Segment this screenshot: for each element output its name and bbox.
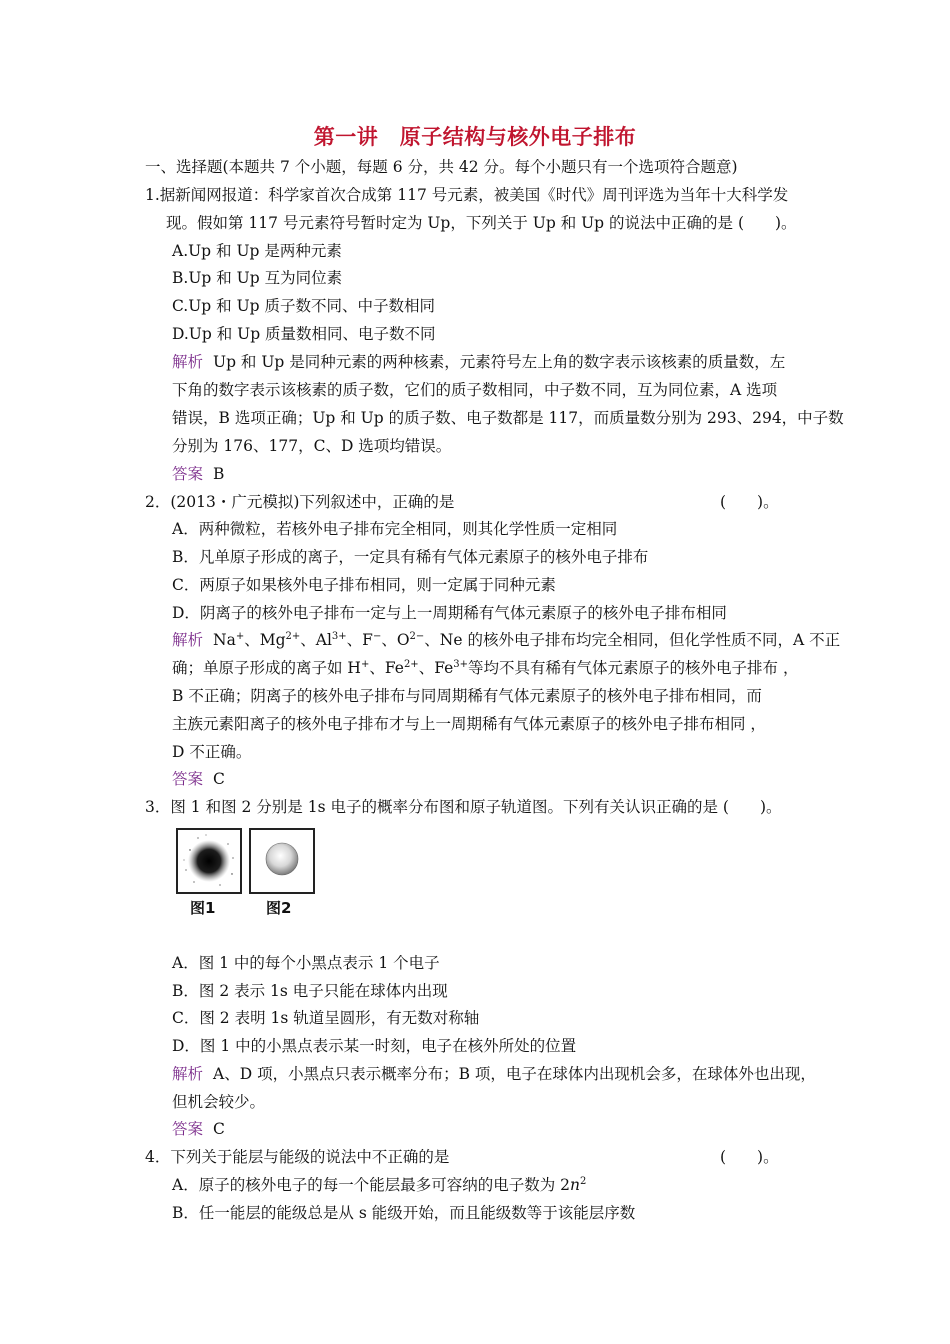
q2-answer-paren: ( )。 <box>720 493 779 511</box>
q1-stem-line2: 现。假如第 117 号元素符号暂时定为 Up，下列关于 Up 和 Up 的说法中正确的是 ( )。 <box>166 214 797 232</box>
q2-analysis-line4: 主族元素阳离子的核外电子排布才与上一周期稀有气体元素原子的核外电子排布相同 ， <box>172 715 766 733</box>
q1-answer-value: B <box>213 465 225 483</box>
q3-answer <box>172 1119 225 1139</box>
analysis-label: 解析 <box>172 353 204 371</box>
q2-analysis-ions: Na+、$Mg^{2+}$、$Al^{3+}$、F−、$O^{2-}$、Ne 的核外电子排布均完全相同，但化学性质不同，A 不正 <box>213 631 841 649</box>
figure-1-caption: 图1 <box>190 899 216 917</box>
q1-analysis-line1 <box>172 352 785 372</box>
q1-analysis-line3: 错误，B 选项正确；Up 和 Up 的质子数、电子数都是 117，而质量数分别为 293、294，中子数 <box>172 409 844 427</box>
q2-option-c: C．两原子如果核外电子排布相同，则一定属于同种元素 <box>172 576 556 594</box>
q2-answer-value: C <box>213 770 225 788</box>
q4-option-a: A．原子的核外电子的每一个能层最多可容纳的电子数为 $2n^2$ <box>172 1176 587 1194</box>
page-title: 第一讲 原子结构与核外电子排布 <box>313 125 637 149</box>
figure-2-orbital-sphere <box>249 828 315 894</box>
q1-analysis-line2: 下角的数字表示该核素的质子数，它们的质子数相同，中子数不同，互为同位素，A 选项 <box>172 381 778 399</box>
q4-answer-paren: ( )。 <box>720 1148 779 1166</box>
q3-stem: 3．图 1 和图 2 分别是 1s 电子的概率分布图和原子轨道图。下列有关认识正确的是 ( )。 <box>145 798 782 816</box>
answer-label: 答案 <box>172 465 204 483</box>
q4-option-b: B．任一能层的能级总是从 s 能级开始，而且能级数等于该能层序数 <box>172 1204 636 1222</box>
q3-option-a: A．图 1 中的每个小黑点表示 1 个电子 <box>172 954 440 972</box>
q3-option-d: D．图 1 中的小黑点表示某一时刻，电子在核外所处的位置 <box>172 1037 577 1055</box>
q2-answer <box>172 769 225 789</box>
q2-analysis-line1 <box>172 630 840 650</box>
q3-analysis-line1 <box>172 1064 816 1084</box>
q2-option-b: B．凡单原子形成的离子，一定具有稀有气体元素原子的核外电子排布 <box>172 548 649 566</box>
q3-option-c: C．图 2 表明 1s 轨道呈圆形，有无数对称轴 <box>172 1009 480 1027</box>
q2-option-a: A．两种微粒，若核外电子排布完全相同，则其化学性质一定相同 <box>172 520 618 538</box>
q3-answer-value: C <box>213 1120 225 1138</box>
q1-answer <box>172 464 224 484</box>
q2-stem: 2．(2013・广元模拟)下列叙述中，正确的是 <box>145 493 455 511</box>
q4-stem: 4．下列关于能层与能级的说法中不正确的是 <box>145 1148 450 1166</box>
q3-option-b: B．图 2 表示 1s 电子只能在球体内出现 <box>172 982 448 1000</box>
figure-1-electron-cloud <box>176 828 242 894</box>
q2-analysis-line2: 确；单原子形成的离子如 H+、$Fe^{2+}$、$Fe^{3+}$等均不具有稀有气体元素原子的核外电子排布 ， <box>172 659 799 677</box>
answer-label: 答案 <box>172 1120 204 1138</box>
q3-analysis-text: A、D 项，小黑点只表示概率分布；B 项，电子在球体内出现机会多，在球体外也出现， <box>213 1065 816 1083</box>
q2-option-d: D．阴离子的核外电子排布一定与上一周期稀有气体元素原子的核外电子排布相同 <box>172 604 727 622</box>
q1-analysis-line4: 分别为 176、177，C、D 选项均错误。 <box>172 437 452 455</box>
analysis-label: 解析 <box>172 631 204 649</box>
q2-analysis-line3: B 不正确；阴离子的核外电子排布与同周期稀有气体元素原子的核外电子排布相同，而 <box>172 687 762 705</box>
q1-analysis-text: Up 和 Up 是同种元素的两种核素，元素符号左上角的数字表示该核素的质量数，左 <box>213 353 786 371</box>
q2-analysis-line5: D 不正确。 <box>172 743 252 761</box>
q3-analysis-line2: 但机会较少。 <box>172 1093 266 1111</box>
q1-option-c: C.Up 和 Up 质子数不同、中子数相同 <box>172 297 435 315</box>
q1-option-a: A.Up 和 Up 是两种元素 <box>172 242 342 260</box>
q1-stem-line1: 1.据新闻网报道：科学家首次合成第 117 号元素，被美国《时代》周刊评选为当年十大科学发 <box>145 186 789 204</box>
q1-option-d: D.Up 和 Up 质量数相同、电子数不同 <box>172 325 436 343</box>
analysis-label: 解析 <box>172 1065 204 1083</box>
answer-label: 答案 <box>172 770 204 788</box>
q1-option-b: B.Up 和 Up 互为同位素 <box>172 269 343 287</box>
section-header: 一、选择题(本题共 7 个小题，每题 6 分，共 42 分。每个小题只有一个选项符合题意) <box>145 158 738 176</box>
figure-2-caption: 图2 <box>266 899 292 917</box>
